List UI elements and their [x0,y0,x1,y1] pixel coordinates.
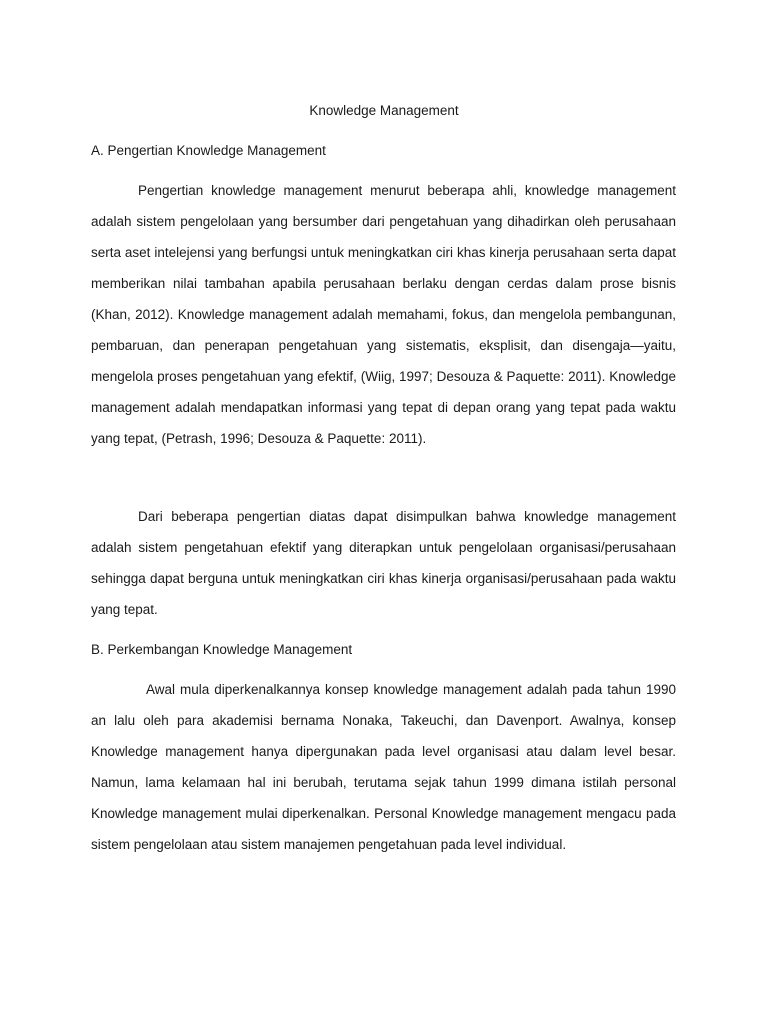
section-a-paragraph-2: Dari beberapa pengertian diatas dapat disimpulkan bahwa knowledge management adalah sistem pengetahuan efektif yang diterapkan untuk pengelolaan organisasi/perusahaan sehingga dapat berguna untuk meningkatkan ciri khas kinerja organisasi/perusahaan pada waktu yang tepat. [91,509,676,617]
section-b-paragraph-1: Awal mula diperkenalkannya konsep knowledge management adalah pada tahun 1990 an lalu oleh para akademisi bernama Nonaka, Takeuchi, dan Davenport. Awalnya, konsep Knowledge management hanya dipergunakan pada level organisasi atau dalam level besar. Namun, lama kelamaan hal ini berubah, terutama sejak tahun 1999 dimana istilah personal Knowledge management mulai diperkenalkan. Personal Knowledge management mengacu pada sistem pengelolaan atau sistem manajemen pengetahuan pada level individual. [91,682,676,852]
section-a-paragraph-1: Pengertian knowledge management menurut beberapa ahli, knowledge management adalah sistem pengelolaan yang bersumber dari pengetahuan yang dihadirkan oleh perusahaan serta aset intelejensi yang berfungsi untuk meningkatkan ciri khas kinerja perusahaan serta dapat memberikan nilai tambahan apabila perusahaan berlaku dengan cerdas dalam prose bisnis (Khan, 2012). Knowledge management adalah memahami, fokus, dan mengelola pembangunan, pembaruan, dan penerapan pengetahuan yang sistematis, eksplisit, dan disengaja—yaitu, mengelola proses pengetahuan yang efektif, (Wiig, 1997; Desouza & Paquette: 2011). Knowledge management adalah mendapatkan informasi yang tepat di depan orang yang tepat pada waktu yang tepat, (Petrash, 1996; Desouza & Paquette: 2011). [91,183,676,446]
section-a-heading: A. Pengertian Knowledge Management [91,143,326,158]
document-title: Knowledge Management [309,103,459,118]
section-b-heading: B. Perkembangan Knowledge Management [91,642,353,657]
